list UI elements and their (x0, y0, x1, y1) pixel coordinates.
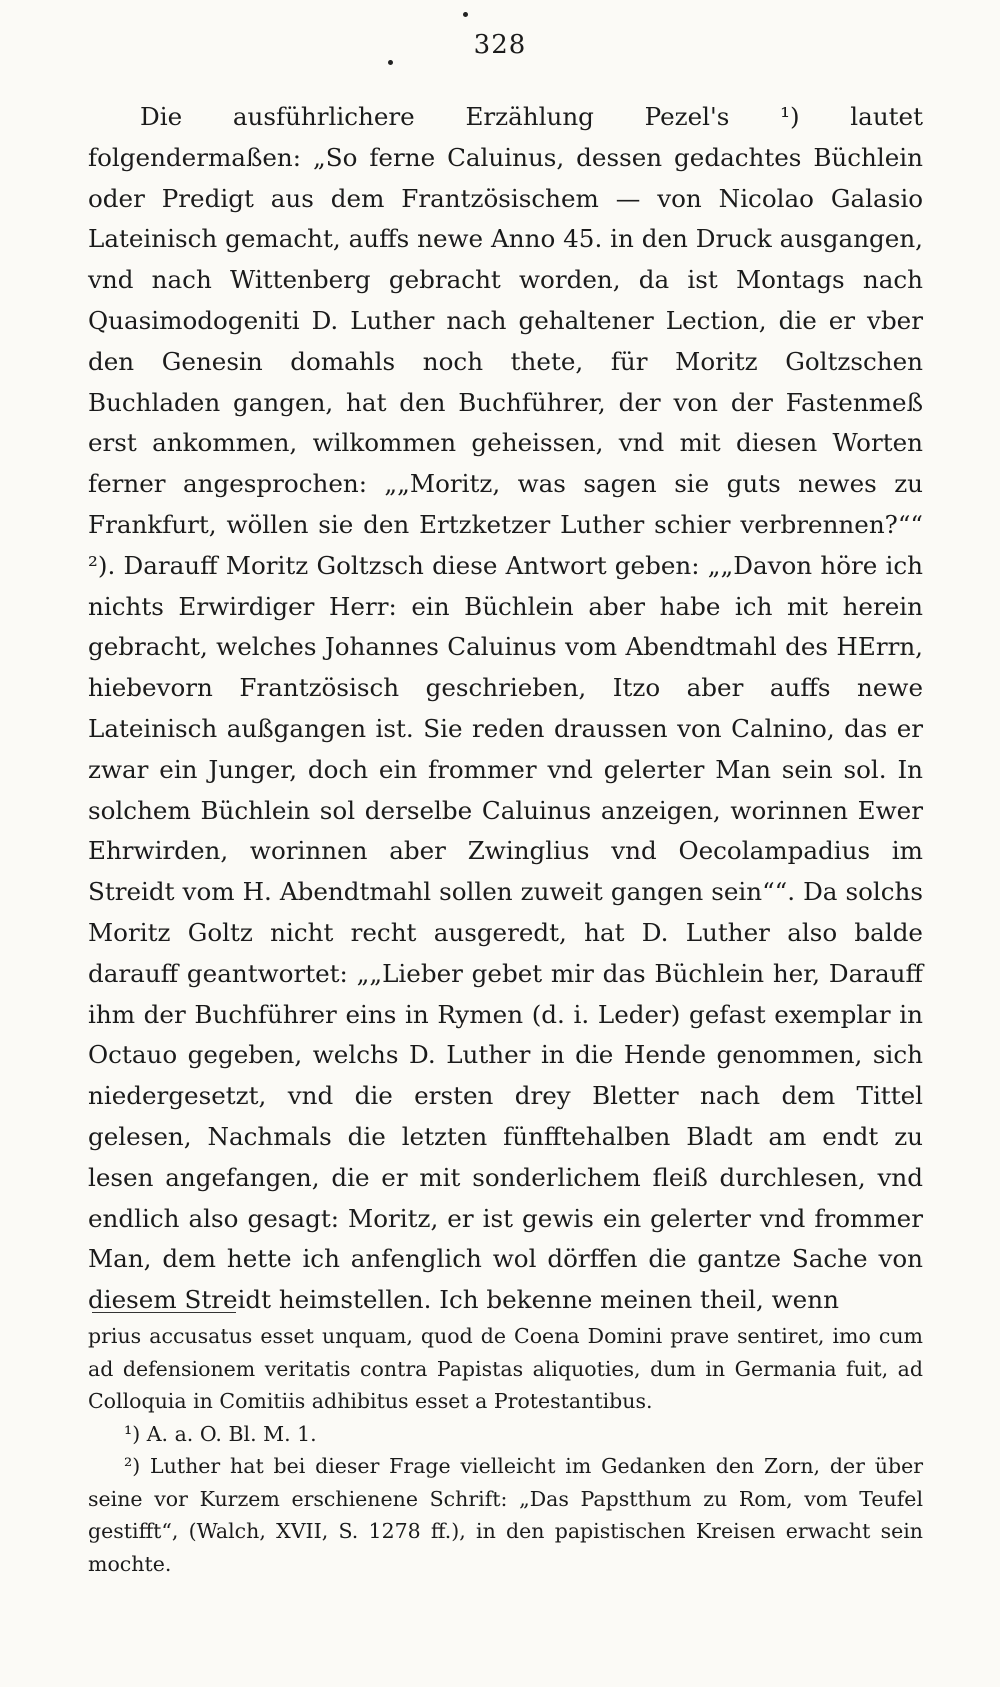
footnote-continuation: prius accusatus esset unquam, quod de Coena Domini prave sentiret, imo cum ad defensionem veritatis contra Papistas aliquoties, dum in Germania fuit, ad Colloquia in Comitiis adhibitus esset a Protestantibus. (88, 1324, 923, 1413)
main-paragraph: Die ausführlichere Erzählung Pezel's ¹) lautet folgendermaßen: „So ferne Caluinus, dessen gedachtes Büchlein oder Predigt aus dem Frantzösischem — von Nicolao Galasio Lateinisch gemacht, auffs newe Anno 45. in den Druck ausgangen, vnd nach Wittenberg gebracht worden, da ist Montags nach Quasimodogeniti D. Luther nach gehaltener Lection, die er vber den Genesin domahls noch thete, für Moritz Goltzschen Buchladen gangen, hat den Buchführer, der von der Fastenmeß erst ankommen, wilkommen geheissen, vnd mit diesen Worten ferner angesprochen: „„Moritz, was sagen sie guts newes zu Frankfurt, wöllen sie den Ertzketzer Luther schier verbrennen?““ ²). Darauff Moritz Goltzsch diese Antwort geben: „„Davon höre ich nichts Erwirdiger Herr: ein Büchlein aber habe ich mit herein gebracht, welches Johannes Caluinus vom Abendtmahl des HErrn, hiebevorn Frantzösisch geschrieben, Itzo aber auffs newe Lateinisch außgangen ist. Sie reden draussen von Calnino, das er zwar ein Junger, doch ein frommer vnd gelerter Man sein sol. In solchem Büchlein sol derselbe Caluinus anzeigen, worinnen Ewer Ehrwirden, worinnen aber Zwinglius vnd Oecolampadius im Streidt vom H. Abendtmahl sollen zuweit gangen sein““. Da solchs Moritz Goltz nicht recht ausgeredt, hat D. Luther also balde darauff geantwortet: „„Lieber gebet mir das Büchlein her, Darauff ihm der Buchführer eins in Rymen (d. i. Leder) gefast exemplar in Octauo gegeben, welchs D. Luther in die Hende genommen, sich niedergesetzt, vnd die ersten drey Bletter nach dem Tittel gelesen, Nachmals die letzten fünfftehalben Bladt am endt zu lesen angefangen, die er mit sonderlichem fleiß durchlesen, vnd endlich also gesagt: Moritz, er ist gewis ein gelerter vnd frommer Man, dem hette ich anfenglich wol dörffen die gantze Sache von diesem Streidt heimstellen. Ich bekenne meinen theil, wenn (88, 102, 923, 1315)
footnote-1: ¹) A. a. O. Bl. M. 1. (124, 1421, 317, 1446)
footnote-separator (92, 1312, 236, 1313)
page-number: 328 (473, 30, 527, 60)
footnotes (88, 1320, 923, 1580)
main-text (88, 97, 923, 1321)
footnote-2: ²) Luther hat bei dieser Frage vielleicht im Gedanken den Zorn, der über seine vor Kurzem erschienene Schrift: „Das Papstthum zu Rom, vom Teufel gestifft“, (Walch, XVII, S. 1278 ff.), in den papistischen Kreisen erwacht sein mochte. (88, 1454, 923, 1576)
